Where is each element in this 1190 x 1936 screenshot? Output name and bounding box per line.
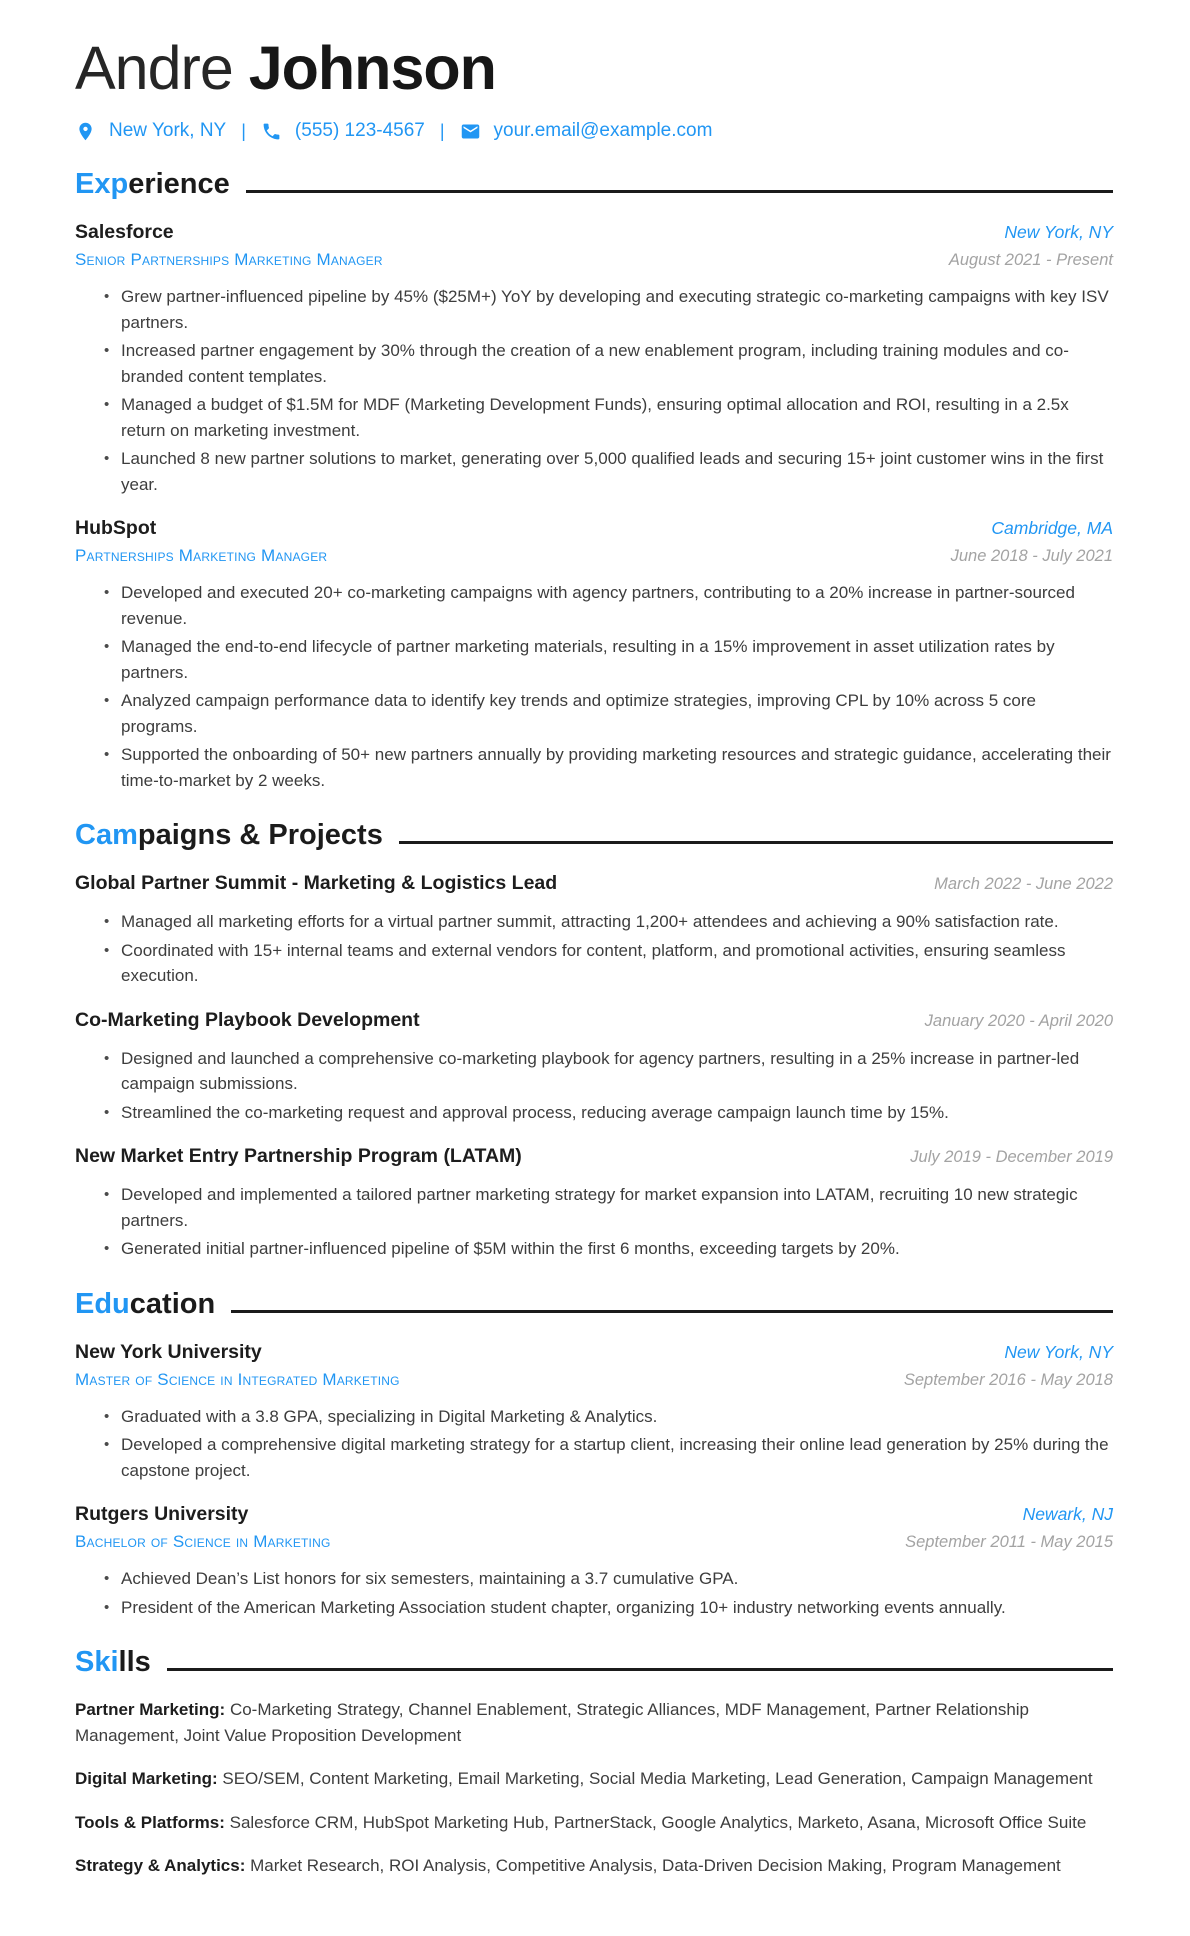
skill-items: SEO/SEM, Content Marketing, Email Marketing, Social Media Marketing, Lead Generation, Campaign Management <box>222 1769 1093 1789</box>
job-title: Partnerships Marketing Manager <box>75 546 328 566</box>
bullet-item: • Designed and launched a comprehensive co-marketing playbook for agency partners, resulting in a 25% increase in partner-led campaign submissions. <box>121 1046 1113 1097</box>
section-experience <box>75 168 1113 793</box>
project-entry <box>75 1009 1113 1126</box>
bullet-item: • Supported the onboarding of 50+ new partners annually by providing marketing resources and strategic guidance, accelerating their time-to-market by 2 weeks. <box>121 742 1113 793</box>
bullet-item: • Managed a budget of $1.5M for MDF (Marketing Development Funds), ensuring optimal allocation and ROI, resulting in a 2.5x return on marketing investment. <box>121 392 1113 443</box>
skill-items: Salesforce CRM, HubSpot Marketing Hub, PartnerStack, Google Analytics, Marketo, Asana, Microsoft Office Suite <box>229 1812 1087 1832</box>
section-title <box>75 168 230 201</box>
skill-line <box>75 1766 1113 1792</box>
skill-line <box>75 1697 1113 1748</box>
project-entry <box>75 1145 1113 1262</box>
project-title: Global Partner Summit - Marketing & Logistics Lead <box>75 872 558 895</box>
section-education <box>75 1288 1113 1621</box>
job-title: Senior Partnerships Marketing Manager <box>75 250 383 270</box>
bullet-list <box>75 284 1113 497</box>
skill-line <box>75 1810 1113 1836</box>
section-heading <box>75 168 1113 201</box>
contact-location: New York, NY <box>109 120 227 142</box>
section-title-rest: lls <box>118 1646 151 1679</box>
section-title <box>75 819 383 852</box>
project-title: Co-Marketing Playbook Development <box>75 1008 420 1031</box>
skill-category-label: Partner Marketing: <box>75 1700 226 1720</box>
section-title-rest: paigns & Projects <box>137 819 383 852</box>
entry-location: Newark, NJ <box>1022 1504 1113 1525</box>
degree-title: Bachelor of Science in Marketing <box>75 1532 331 1552</box>
section-title-rest: erience <box>128 168 230 201</box>
skill-category-label: Strategy & Analytics: <box>75 1856 246 1876</box>
section-title-accent: Exp <box>75 168 129 201</box>
bullet-item: • Graduated with a 3.8 GPA, specializing in Digital Marketing & Analytics. <box>121 1404 1113 1430</box>
project-title: New Market Entry Partnership Program (LATAM) <box>75 1145 522 1168</box>
section-heading <box>75 1646 1113 1679</box>
entry-dates: August 2021 - Present <box>948 251 1113 270</box>
entry-dates: September 2011 - May 2015 <box>905 1533 1113 1552</box>
degree-title: Master of Science in Integrated Marketing <box>75 1369 400 1389</box>
bullet-item: • Developed and executed 20+ co-marketing campaigns with agency partners, contributing to a 20% increase in partner-sourced revenue. <box>121 580 1113 631</box>
envelope-icon <box>460 121 481 142</box>
location-pin-icon <box>75 121 96 142</box>
education-entry <box>75 1503 1113 1620</box>
section-heading <box>75 819 1113 852</box>
candidate-name <box>75 36 1113 100</box>
contact-email: your.email@example.com <box>493 120 713 142</box>
entry-location: Cambridge, MA <box>991 518 1113 539</box>
skill-items: Co-Marketing Strategy, Channel Enablement, Strategic Alliances, MDF Management, Partner Relationship Management, Joint Value Proposition Development <box>75 1700 1030 1745</box>
bullet-list <box>75 1046 1113 1126</box>
bullet-item: • Analyzed campaign performance data to identify key trends and optimize strategies, improving CPL by 10% across 5 core programs. <box>121 688 1113 739</box>
contact-row <box>75 120 1113 142</box>
skill-items: Market Research, ROI Analysis, Competitive Analysis, Data-Driven Decision Making, Program Management <box>250 1856 1061 1876</box>
entry-location: New York, NY <box>1004 222 1113 243</box>
bullet-list <box>75 580 1113 793</box>
entry-dates: June 2018 - July 2021 <box>950 547 1113 566</box>
contact-separator: | <box>241 120 246 141</box>
section-title-accent: Cam <box>75 819 138 852</box>
section-title-accent: Ski <box>75 1646 119 1679</box>
bullet-list <box>75 1404 1113 1484</box>
company-name: HubSpot <box>75 517 157 540</box>
skill-line <box>75 1853 1113 1879</box>
bullet-item: • Achieved Dean’s List honors for six semesters, maintaining a 3.7 cumulative GPA. <box>121 1566 1113 1592</box>
bullet-item: • Managed the end-to-end lifecycle of partner marketing materials, resulting in a 15% improvement in asset utilization rates by partners. <box>121 634 1113 685</box>
first-name: Andre <box>75 34 233 102</box>
bullet-item: • Launched 8 new partner solutions to market, generating over 5,000 qualified leads and securing 15+ joint customer wins in the first year. <box>121 446 1113 497</box>
bullet-item: • Increased partner engagement by 30% through the creation of a new enablement program, including training modules and co-branded content templates. <box>121 338 1113 389</box>
section-title-accent: Edu <box>75 1287 130 1320</box>
project-entry <box>75 872 1113 989</box>
bullet-item: • Developed and implemented a tailored partner marketing strategy for market expansion into LATAM, recruiting 10 new strategic partners. <box>121 1182 1113 1233</box>
heading-rule <box>167 1668 1113 1671</box>
heading-rule <box>399 841 1113 844</box>
section-heading <box>75 1288 1113 1321</box>
experience-entry <box>75 517 1113 793</box>
section-title-rest: cation <box>129 1287 216 1320</box>
section-skills <box>75 1646 1113 1879</box>
phone-icon <box>261 121 282 142</box>
bullet-list <box>75 1182 1113 1262</box>
bullet-item: • Developed a comprehensive digital marketing strategy for a startup client, increasing their online lead generation by 25% during the capstone project. <box>121 1432 1113 1483</box>
bullet-item: • Coordinated with 15+ internal teams and external vendors for content, platform, and promotional activities, ensuring seamless execution. <box>121 938 1113 989</box>
section-title <box>75 1646 151 1679</box>
bullet-item: • Streamlined the co-marketing request and approval process, reducing average campaign launch time by 15%. <box>121 1100 1113 1126</box>
bullet-item: • Managed all marketing efforts for a virtual partner summit, attracting 1,200+ attendees and achieving a 90% satisfaction rate. <box>121 909 1113 935</box>
bullet-list <box>75 1566 1113 1620</box>
entry-dates: July 2019 - December 2019 <box>910 1148 1113 1167</box>
section-projects <box>75 819 1113 1262</box>
school-name: Rutgers University <box>75 1503 249 1526</box>
entry-dates: September 2016 - May 2018 <box>903 1370 1113 1389</box>
experience-entry <box>75 221 1113 497</box>
education-entry <box>75 1341 1113 1484</box>
heading-rule <box>231 1310 1113 1313</box>
contact-separator: | <box>439 120 445 141</box>
company-name: Salesforce <box>75 221 174 244</box>
skill-category-label: Digital Marketing: <box>75 1769 218 1789</box>
contact-phone: (555) 123-4567 <box>294 120 425 142</box>
entry-location: New York, NY <box>1004 1341 1113 1362</box>
entry-dates: March 2022 - June 2022 <box>934 875 1113 894</box>
bullet-item: • Grew partner-influenced pipeline by 45% ($25M+) YoY by developing and executing strategic co-marketing campaigns with key ISV partners. <box>121 284 1113 335</box>
last-name: Johnson <box>248 34 496 102</box>
school-name: New York University <box>75 1340 262 1363</box>
bullet-list <box>75 909 1113 989</box>
entry-dates: January 2020 - April 2020 <box>924 1011 1113 1030</box>
bullet-item: • President of the American Marketing Association student chapter, organizing 10+ industry networking events annually. <box>121 1595 1113 1621</box>
bullet-item: • Generated initial partner-influenced pipeline of $5M within the first 6 months, exceeding targets by 20%. <box>121 1236 1113 1262</box>
name-space <box>233 34 249 102</box>
heading-rule <box>246 190 1113 193</box>
skill-category-label: Tools & Platforms: <box>75 1812 225 1832</box>
section-title <box>75 1288 215 1321</box>
